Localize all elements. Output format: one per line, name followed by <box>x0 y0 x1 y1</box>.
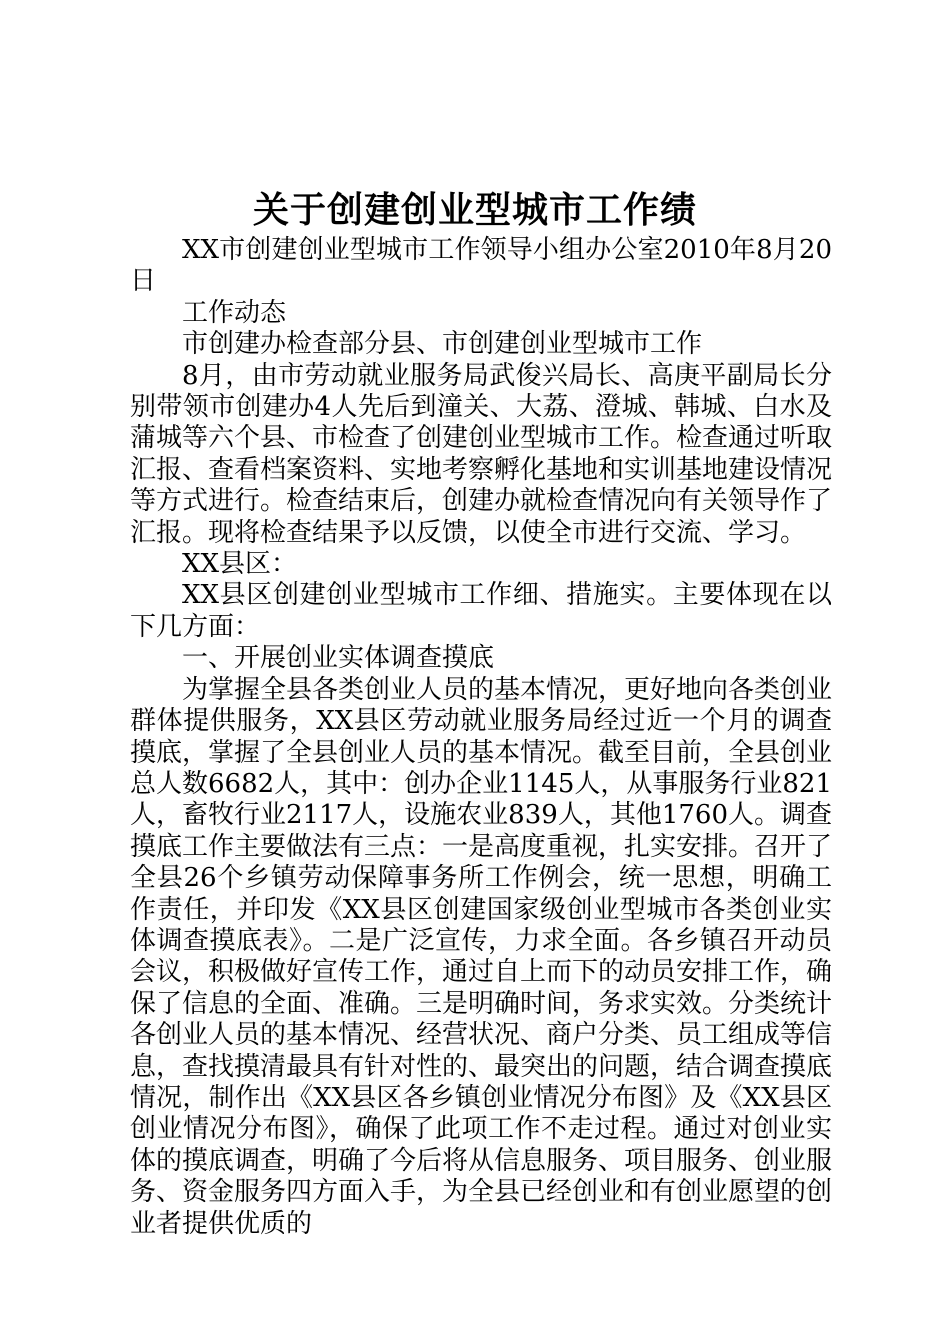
body-paragraph: XX县区创建创业型城市工作细、措施实。主要体现在以下几方面： <box>130 580 832 642</box>
document-title: 关于创建创业型城市工作绩 <box>252 189 697 231</box>
section-label: 工作动态 <box>182 297 287 328</box>
body-paragraph: 为掌握全县各类创业人员的基本情况，更好地向各类创业群体提供服务，XX县区劳动就业服务局经过近一个月的调查摸底，掌握了全县创业人员的基本情况。截至目前，全县创业总人数6682人，其中：创办企业1145人，从事服务行业821人，畜牧行业2117人，设施农业839人，其他1760人。调查摸底工作主要做法有三点：一是高度重视，扎实安排。召开了全县26个乡镇劳动保障事务所工作例会，统一思想，明确工作责任，并印发《XX县区创建国家级创业型城市各类创业实体调查摸底表》。二是广泛宣传，力求全面。各乡镇召开动员会议，积极做好宣传工作，通过自上而下的动员安排工作，确保了信息的全面、准确。三是明确时间，务求实效。分类统计各创业人员的基本情况、经营状况、商户分类、员工组成等信息，查找摸清最具有针对性的、最突出的问题，结合调查摸底情况，制作出《XX县区各乡镇创业情况分布图》及《XX县区创业情况分布图》，确保了此项工作不走过程。通过对创业实体的摸底调查，明确了今后将从信息服务、项目服务、创业服务、资金服务四方面入手，为全县已经创业和有创业愿望的创业者提供优质的 <box>130 674 833 1239</box>
county-label: XX县区： <box>182 549 298 580</box>
article-heading: 市创建办检查部分县、市创建创业型城市工作 <box>182 329 703 360</box>
body-paragraph: 8月，由市劳动就业服务局武俊兴局长、高庚平副局长分别带领市创建办4人先后到潼关、大荔、澄城、韩城、白水及蒲城等六个县、市检查了创建创业型城市工作。检查通过听取汇报、查看档案资料、实地考察孵化基地和实训基地建设情况等方式进行。检查结束后，创建办就检查情况向有关领导作了汇报。现将检查结果予以反馈，以使全市进行交流、学习。 <box>130 360 833 548</box>
subsection-heading: 一、开展创业实体调查摸底 <box>182 643 495 674</box>
document-body <box>130 235 832 1240</box>
header-line: XX市创建创业型城市工作领导小组办公室2010年8月20日 <box>130 235 832 297</box>
